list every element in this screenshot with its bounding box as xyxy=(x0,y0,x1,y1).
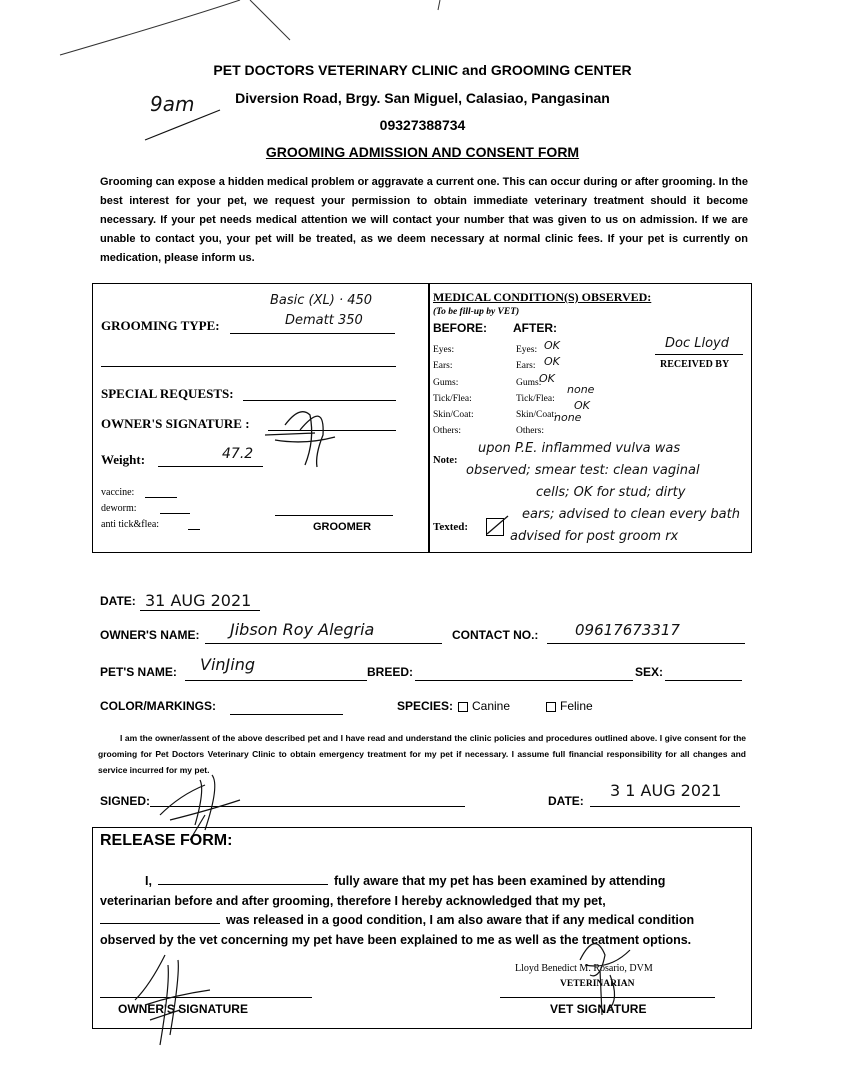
grooming-type-value1: Basic (XL) · 450 xyxy=(270,293,373,308)
before-gums: Gums: xyxy=(433,377,459,388)
medical-title: MEDICAL CONDITION(S) OBSERVED: xyxy=(433,290,652,304)
texted-check-mark xyxy=(484,512,512,538)
note-line-1: upon P.E. inflammed vulva was xyxy=(478,441,681,456)
release-line4: observed by the vet concerning my pet have been explained to me as well as the treatment options. xyxy=(100,932,692,947)
owner-signature-mark xyxy=(255,395,345,475)
after-tickflea: Tick/Flea: xyxy=(516,393,555,404)
received-by-label: RECEIVED BY xyxy=(660,359,730,370)
after-others-value: none xyxy=(554,411,582,425)
before-ears: Ears: xyxy=(433,361,453,372)
before-list xyxy=(433,342,474,440)
form-title: GROOMING ADMISSION AND CONSENT FORM xyxy=(265,144,580,160)
before-others: Others: xyxy=(433,426,461,437)
note-label: Note: xyxy=(433,455,458,466)
vet-stamp-name: Lloyd Benedict M. Rosario, DVM xyxy=(515,963,653,974)
pet-name-value: VinJing xyxy=(200,655,255,674)
release-i: I, xyxy=(145,874,152,888)
release-line2: veterinarian before and after grooming, therefore I hereby acknowledged that my pet, xyxy=(100,893,606,908)
special-requests-label: SPECIAL REQUESTS: xyxy=(101,386,234,401)
pet-name-label: PET'S NAME: xyxy=(100,665,177,679)
after-values xyxy=(539,338,595,427)
after-tickflea-value: none xyxy=(567,382,595,396)
date-label: DATE: xyxy=(100,594,136,608)
after-eyes-value: OK xyxy=(544,339,560,352)
after-others: Others: xyxy=(516,426,544,437)
canine-checkbox[interactable] xyxy=(458,702,468,712)
medical-subtitle: (To be fill-up by VET) xyxy=(433,307,520,317)
note-line-4: ears; advised to clean every bath xyxy=(522,507,740,522)
date-value: 31 AUG 2021 xyxy=(145,591,252,610)
after-gums-value: OK xyxy=(539,371,555,385)
sex-label: SEX: xyxy=(635,665,664,679)
owner-signature-label-release: OWNER'S SIGNATURE xyxy=(118,1002,248,1016)
weight-label: Weight: xyxy=(101,452,146,467)
release-body xyxy=(100,872,746,950)
time-note: 9am xyxy=(150,92,195,116)
feline-label: Feline xyxy=(560,699,593,713)
note-line-2: observed; smear test: clean vaginal xyxy=(466,463,700,478)
after-ears: Ears: xyxy=(516,361,536,372)
species-canine-option[interactable] xyxy=(458,699,510,713)
after-skincoat: Skin/Coat: xyxy=(516,410,557,421)
species-feline-option[interactable] xyxy=(546,699,593,713)
release-line3: was released in a good condition, I am also aware that if any medical condition xyxy=(226,913,695,927)
section-divider xyxy=(428,283,430,552)
vaccine-label: vaccine: xyxy=(101,487,135,498)
texted-label: Texted: xyxy=(433,521,469,533)
clinic-phone: 09327388734 xyxy=(379,117,466,133)
breed-label: BREED: xyxy=(367,665,414,679)
grooming-type-value2: Dematt 350 xyxy=(285,313,363,328)
canine-label: Canine xyxy=(472,699,511,713)
release-title: RELEASE FORM: xyxy=(100,832,233,849)
vet-signature-mark xyxy=(560,930,640,1020)
note-line-3: cells; OK for stud; dirty xyxy=(536,485,686,500)
before-skincoat: Skin/Coat: xyxy=(433,410,474,421)
grooming-type-label: GROOMING TYPE: xyxy=(101,318,220,333)
after-gums: Gums: xyxy=(516,377,542,388)
after-label: AFTER: xyxy=(513,321,557,335)
color-label: COLOR/MARKINGS: xyxy=(100,699,216,713)
deworm-label: deworm: xyxy=(101,503,137,514)
feline-checkbox[interactable] xyxy=(546,702,556,712)
note-line-5: advised for post groom rx xyxy=(510,529,679,544)
groomer-label: GROOMER xyxy=(313,521,372,533)
clinic-name: PET DOCTORS VETERINARY CLINIC and GROOMING CENTER xyxy=(213,62,632,78)
consent-date-label: DATE: xyxy=(548,794,584,808)
before-eyes: Eyes: xyxy=(433,345,455,355)
time-note-stroke xyxy=(140,105,230,145)
before-tickflea: Tick/Flea: xyxy=(433,393,472,404)
before-label: BEFORE: xyxy=(433,321,487,335)
contact-label: CONTACT NO.: xyxy=(452,628,539,642)
owner-name-value: Jibson Roy Alegria xyxy=(230,620,375,639)
received-by-value: Doc Lloyd xyxy=(665,336,729,351)
after-eyes: Eyes: xyxy=(516,345,538,355)
vet-stamp-title: VETERINARIAN xyxy=(560,979,635,989)
clinic-address: Diversion Road, Brgy. San Miguel, Calasiao, Pangasinan xyxy=(235,90,610,106)
contact-value: 09617673317 xyxy=(575,621,680,639)
release-line1: fully aware that my pet has been examined by attending xyxy=(334,874,666,888)
vet-signature-label: VET SIGNATURE xyxy=(550,1002,647,1016)
release-owner-signature-mark xyxy=(120,945,220,1055)
owner-signature-label: OWNER'S SIGNATURE : xyxy=(101,416,250,431)
after-skincoat-value: OK xyxy=(574,399,590,413)
intro-paragraph: Grooming can expose a hidden medical problem or aggravate a current one. This can occur during or after grooming. In the best interest for your pet, we request your permission to obtain immediate veterinary treatment should it become necessary. If your pet needs medical attention we will contact your number that was given to us on admission. If we are unable to contact you, your pet will be treated, as we deem necessary at normal clinic fees. If your pet is currently on medication, please inform us. xyxy=(100,176,748,264)
note-text xyxy=(466,438,838,548)
page-corner-marks xyxy=(0,0,845,60)
weight-value: 47.2 xyxy=(222,446,254,462)
species-label: SPECIES: xyxy=(397,699,454,713)
owner-name-label: OWNER'S NAME: xyxy=(100,628,200,642)
after-ears-value: OK xyxy=(544,355,560,369)
antitick-label: anti tick&flea: xyxy=(101,519,160,530)
signed-label: SIGNED: xyxy=(100,794,151,808)
consent-date-value: 3 1 AUG 2021 xyxy=(610,781,722,800)
consent-text: I am the owner/assent of the above described pet and I have read and understand the clinic policies and procedures outlined above. I give consent for the grooming for Pet Doctors Veterinary Clinic to obtain emergency treatment for my pet if necessary. I assume full financial responsibility for all changes and service incurred for my pet. xyxy=(98,733,746,775)
